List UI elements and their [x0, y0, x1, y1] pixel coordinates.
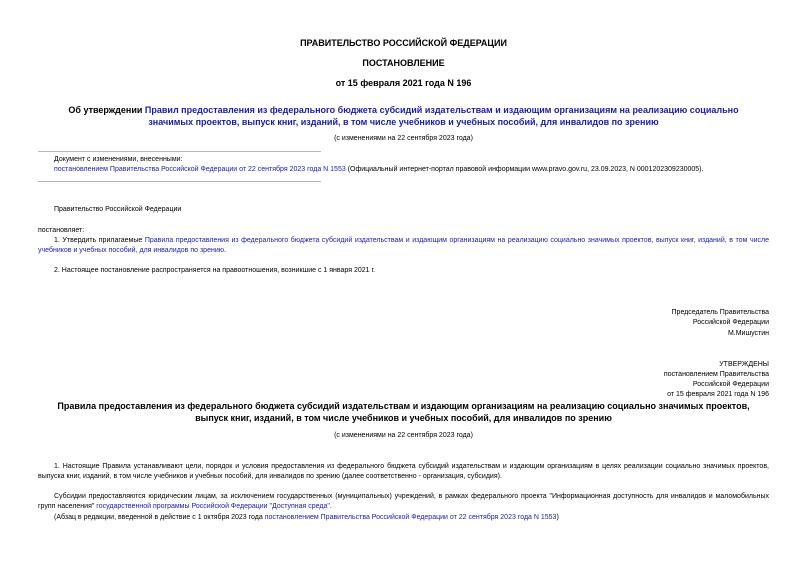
note-prefix: (Абзац в редакции, введенной в действие с 1 октября 2023 года	[54, 514, 263, 521]
title-amendments-note: (с изменениями на 22 сентября 2023 года)	[334, 135, 473, 142]
p2-program-link[interactable]: государственной программы Российской Федерации "Доступная среда"	[96, 503, 330, 510]
issuer: Правительство Российской Федерации	[54, 206, 182, 213]
note-suffix: )	[556, 514, 559, 521]
p2-text: Субсидии предоставляются юридическим лицам, за исключением государственных (муниципальных) учреждений, в рамках федерального проекта "Информационная доступность для инвалидов и маломобильных групп населения"	[38, 493, 769, 510]
approval-country: Российской Федерации	[692, 381, 769, 388]
approval-by: постановлением Правительства	[663, 371, 769, 378]
changes-label: Документ с изменениями, внесенными:	[54, 156, 183, 163]
rules-amendments-note: (с изменениями на 22 сентября 2023 года)	[334, 432, 473, 439]
document-date-number: от 15 февраля 2021 года N 196	[335, 78, 472, 88]
decree-item-2: 2. Настоящее постановление распространяется на правоотношения, возникшие с 1 января 2021 г.	[54, 267, 376, 274]
signature-name: М.Мишустин	[727, 330, 769, 337]
note-decree-link[interactable]: постановлением Правительства Российской Федерации от 22 сентября 2023 года N 1553	[264, 514, 557, 521]
item1-rules-link[interactable]: Правила предоставления из федерального бюджета субсидий издательствам и издающим организациям на реализацию социально значимых проектов, выпуск книг, изданий, в том числе учебников и учебных пособий, для инвалидов по зрению	[38, 237, 770, 254]
rules-edit-note	[54, 513, 769, 523]
decree-item-1	[38, 236, 769, 256]
government-heading: ПРАВИТЕЛЬСТВО РОССИЙСКОЙ ФЕДЕРАЦИИ	[300, 38, 507, 48]
item1-suffix: .	[224, 247, 226, 254]
rules-paragraph-1: 1. Настоящие Правила устанавливают цели, порядок и условия предоставления из федерального бюджета субсидий издательствам и издающим организациям в целях реализации социально значимых проектов, выпуска книг, изданий, в том числе учебников и учебных пособий, для инвалидов по зрению (далее соответственно - организация, субсидия).	[38, 463, 769, 480]
rules-paragraph-2	[38, 492, 769, 512]
document-type: ПОСТАНОВЛЕНИЕ	[362, 58, 445, 68]
signature-position: Председатель Правительства	[671, 309, 769, 316]
changes-reference	[54, 165, 774, 175]
approval-date: от 15 февраля 2021 года N 196	[667, 391, 769, 398]
p2-suffix: .	[329, 503, 332, 510]
item1-prefix: 1. Утвердить прилагаемые	[54, 237, 143, 244]
changes-bottom-divider	[38, 181, 321, 182]
rules-title: Правила предоставления из федерального бюджета субсидий издательствам и издающим организациям на реализацию социально значимых проектов, выпуск книг, изданий, в том числе учебников и учебных пособий, для инвалидов по зрению	[57, 401, 750, 423]
title-prefix: Об утверждении	[68, 105, 143, 115]
changes-decree-link[interactable]: постановлением Правительства Российской Федерации от 22 сентября 2023 года N 1553	[54, 166, 346, 173]
approval-heading: УТВЕРЖДЕНЫ	[719, 361, 769, 368]
title-rules-link[interactable]: Правил предоставления из федерального бюджета субсидий издательствам и издающим организациям на реализацию социально значимых проектов, выпуск книг, изданий, в том числе учебников и учебных пособий, для инвалидов по зрению	[144, 105, 739, 127]
decides-word: постановляет:	[38, 227, 85, 234]
changes-top-divider	[38, 151, 321, 152]
changes-source: (Официальный интернет-портал правовой информации www.pravo.gov.ru, 23.09.2023, N 0001202309230005).	[347, 166, 704, 173]
signature-country: Российской Федерации	[692, 319, 769, 326]
document-title	[52, 104, 755, 128]
